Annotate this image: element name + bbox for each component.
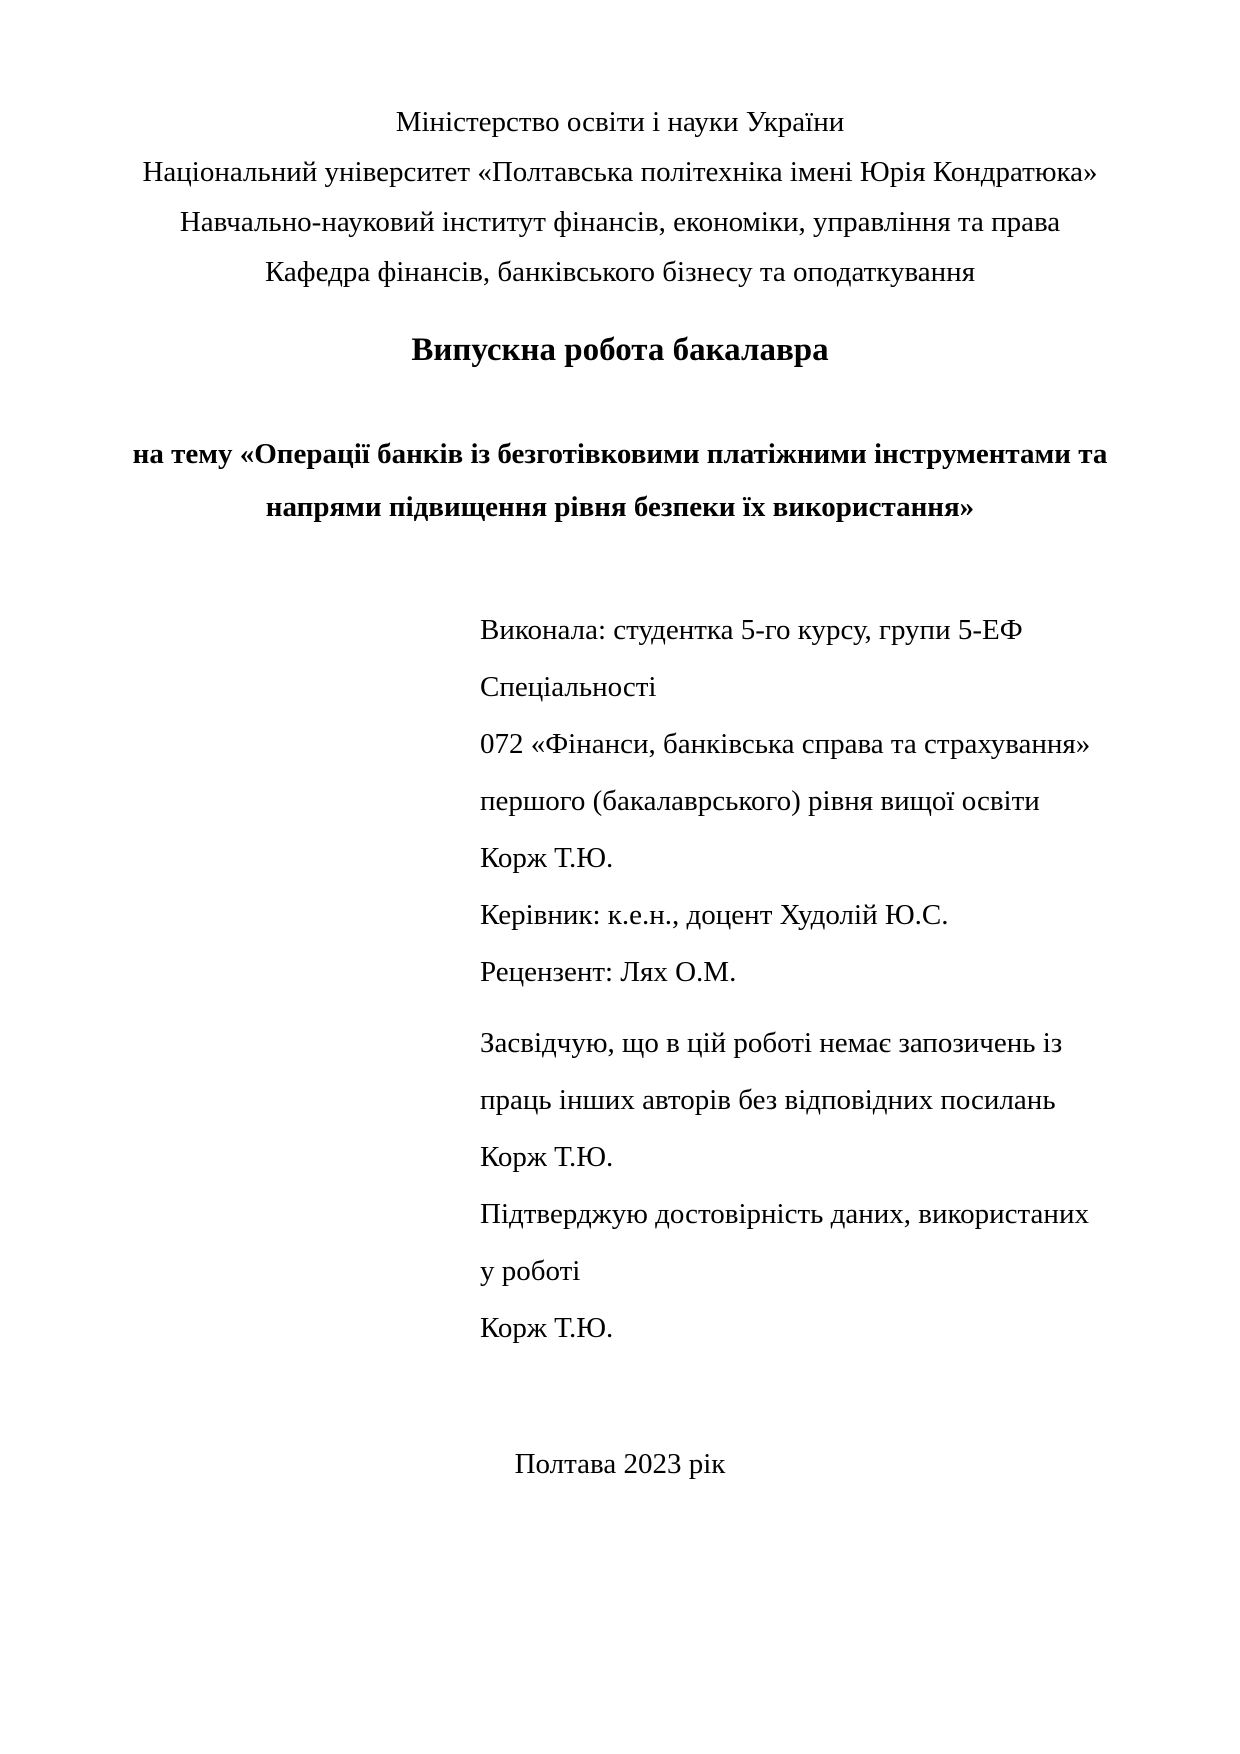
topic-line: на тему «Операції банків із безготівковими платіжними інструментами та xyxy=(132,438,1108,470)
header-line-department: Кафедра фінансів, банківського бізнесу та оподаткування xyxy=(264,256,976,288)
header-line-university: Національний університет «Полтавська політехніка імені Юрія Кондратюка» xyxy=(142,156,1098,188)
author-line-supervisor: Керівник: к.е.н., доцент Худолій Ю.С. xyxy=(480,899,949,931)
declaration-signature: Корж Т.Ю. xyxy=(480,1141,614,1173)
document-title: Випускна робота бакалавра xyxy=(411,332,829,368)
author-line-reviewer: Рецензент: Лях О.М. xyxy=(480,956,737,988)
thesis-topic xyxy=(130,428,1110,534)
author-line-degree-level: першого (бакалаврського) рівня вищої освіти xyxy=(480,785,1040,817)
header-line-ministry: Міністерство освіти і науки України xyxy=(395,106,845,138)
topic-line: напрями підвищення рівня безпеки їх використання» xyxy=(265,491,975,523)
declaration-block xyxy=(480,1015,1110,1357)
declaration-line: Підтверджую достовірність даних, використаних xyxy=(480,1198,1089,1230)
document-header xyxy=(130,97,1110,297)
declaration-line: праць інших авторів без відповідних посилань xyxy=(480,1084,1056,1116)
declaration-signature: Корж Т.Ю. xyxy=(480,1312,614,1344)
declaration-line: Засвідчую, що в цій роботі немає запозичень із xyxy=(480,1027,1063,1059)
author-details-block xyxy=(480,602,1110,1001)
author-line-student-name: Корж Т.Ю. xyxy=(480,842,614,874)
header-line-institute: Навчально-науковий інститут фінансів, економіки, управління та права xyxy=(179,206,1061,238)
author-line-specialty-code: 072 «Фінанси, банківська справа та страхування» xyxy=(480,728,1091,760)
author-line-performed-by: Виконала: студентка 5-го курсу, групи 5-ЕФ xyxy=(480,614,1023,646)
footer-city-year: Полтава 2023 рік xyxy=(514,1448,726,1480)
author-line-specialty-label: Спеціальності xyxy=(480,671,657,703)
declaration-line: у роботі xyxy=(480,1255,581,1287)
